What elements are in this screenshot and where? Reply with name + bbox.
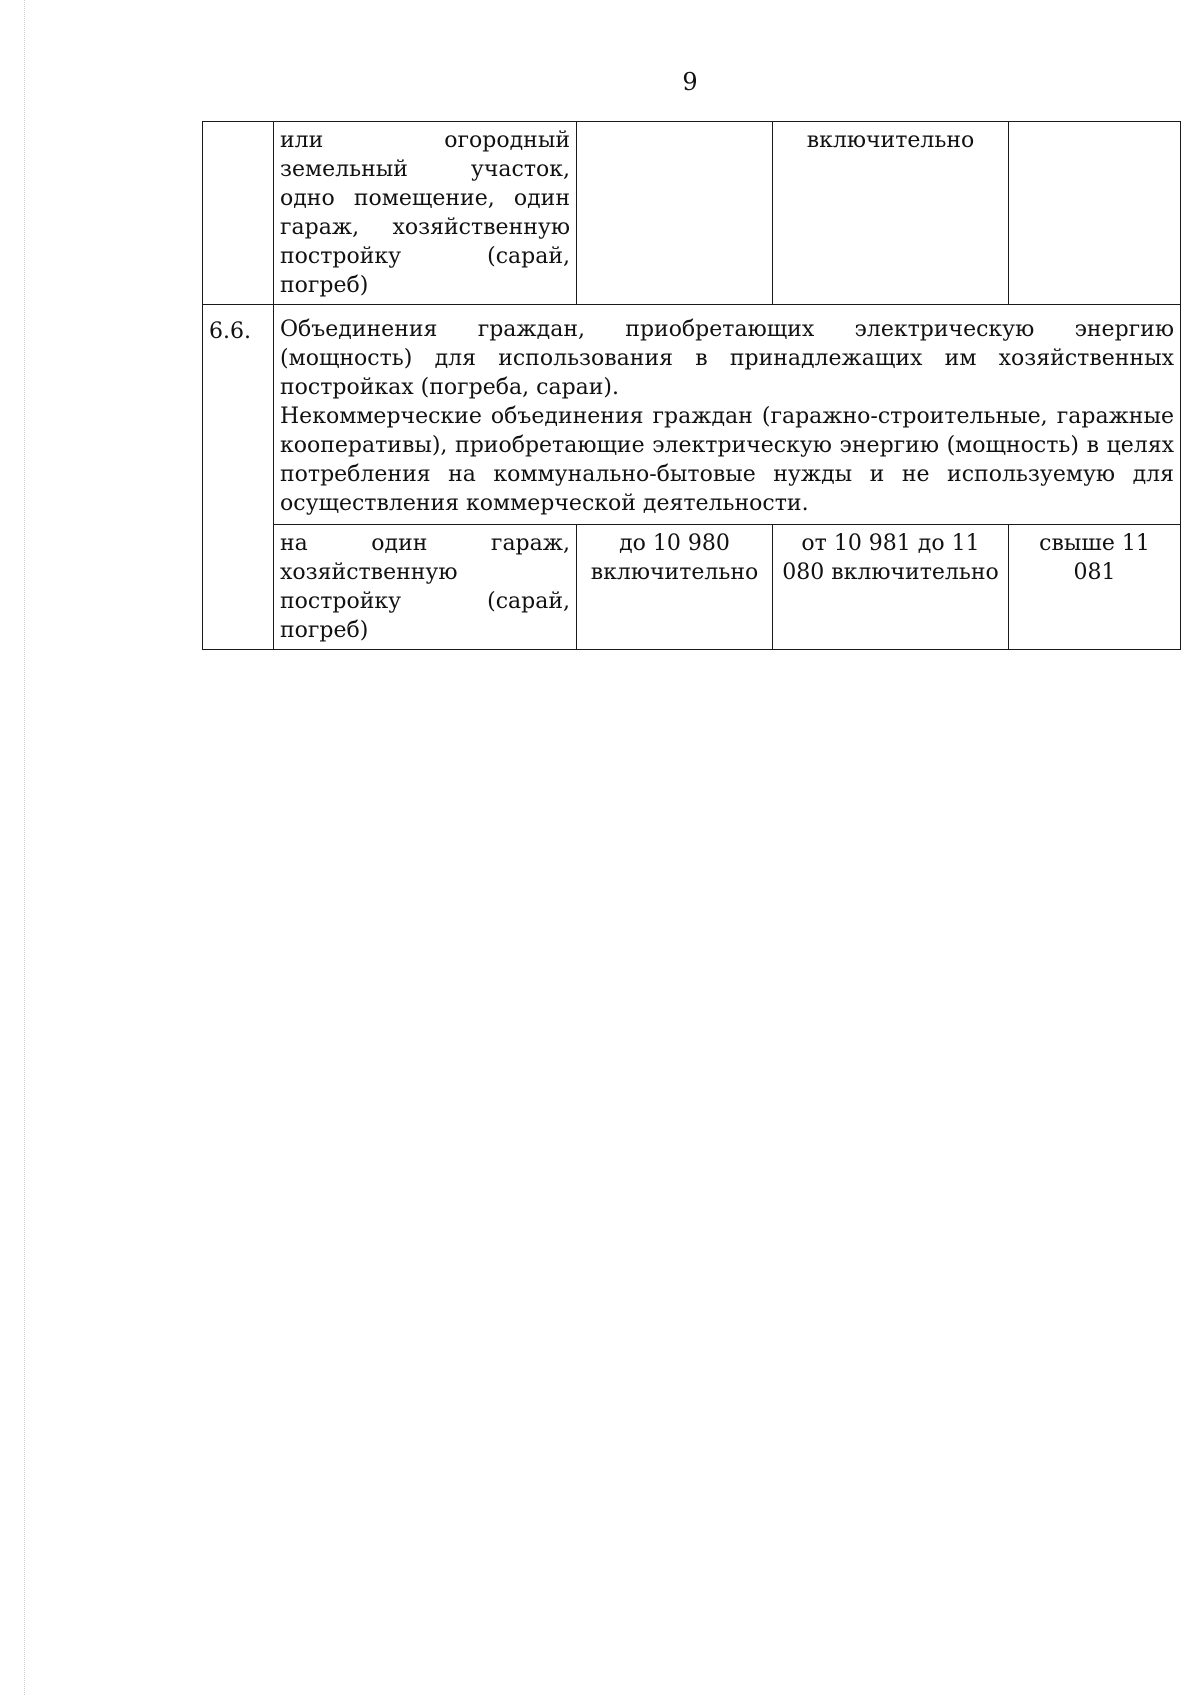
table-row-section [203,305,1181,525]
table-row-continuation [203,122,1181,305]
section-paragraph-2: Некоммерческие объединения граждан (гаражно-строительные, гаражные кооперативы), приобретающие электрическую энергию (мощность) в целях потребления на коммунально-бытовые нужды и не используемую для осуществления коммерческой деятельности. [280,404,1174,516]
section-number-cell: 6.6. [203,305,274,650]
scan-edge-line [24,0,25,1695]
values-description-cell: на один гараж, хозяйственную постройку (сарай, погреб) [274,525,577,650]
values-range-mid-cell: от 10 981 до 11 080 включительно [773,525,1009,650]
row-description-cell: или огородный земельный участок, одно помещение, один гараж, хозяйственную постройку (сарай, погреб) [274,122,577,305]
values-range-low-cell: до 10 980 включительно [577,525,773,650]
row-number-cell [203,122,274,305]
page-number: 9 [682,68,698,96]
range-low-cell [577,122,773,305]
section-description-cell [274,305,1181,525]
tariff-table [202,121,1181,650]
values-range-high-cell: свыше 11 081 [1009,525,1181,650]
section-paragraph-1: Объединения граждан, приобретающих электрическую энергию (мощность) для использования в принадлежащих им хозяйственных постройках (погреба, сараи). [280,317,1174,400]
range-mid-cell: включительно [773,122,1009,305]
table-row-values [203,525,1181,650]
range-high-cell [1009,122,1181,305]
